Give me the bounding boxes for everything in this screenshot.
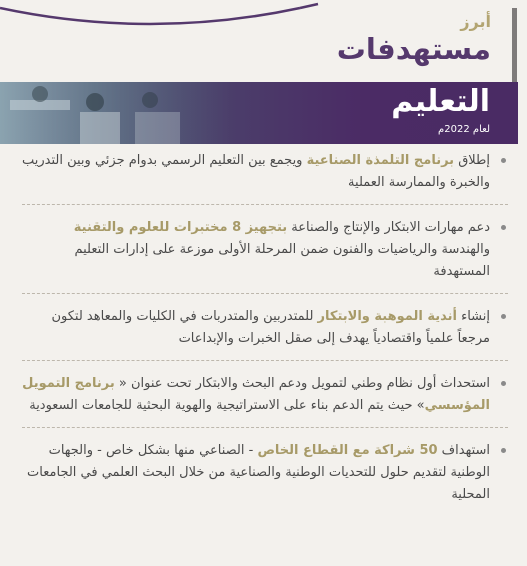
item-text: ويجمع بين التعليم الرسمي بدوام جزئي وبين التدريب والخبرة والممارسة العملية [22, 153, 490, 190]
objectives-list [22, 150, 508, 506]
item-text: دعم مهارات الابتكار والإنتاج والصناعة [287, 220, 490, 235]
bullet-icon [501, 225, 506, 230]
title-kicker: أبرز [460, 12, 491, 31]
item-highlight: برنامج التمويل المؤسسي [22, 376, 490, 413]
topic-banner [0, 82, 518, 144]
bullet-icon [501, 381, 506, 386]
classroom-photo [0, 82, 230, 144]
item-highlight: بتجهيز 8 مختبرات للعلوم والتقنية [73, 220, 288, 235]
page-title: مستهدفات [336, 32, 491, 66]
item-text: - الصناعي منها بشكل خاص - والجهات الوطنية لتقديم حلول للتحديات الوطنية والصناعية من خلال البحث العلمي في الجامعات المحلية [27, 443, 490, 502]
list-item [22, 440, 508, 506]
item-text: استهداف [437, 443, 490, 458]
list-item [22, 306, 508, 350]
bullet-icon [501, 448, 506, 453]
bullet-icon [501, 158, 506, 163]
item-highlight: أندية الموهبة والابتكار [317, 309, 457, 324]
item-highlight: 50 شراكة مع القطاع الخاص [257, 443, 438, 458]
banner-year: لعام 2022م [438, 124, 490, 135]
list-item [22, 217, 508, 283]
item-text: إطلاق [454, 153, 490, 168]
item-highlight: برنامج التلمذة الصناعية [306, 153, 455, 168]
item-text: إنشاء [456, 309, 490, 324]
item-text: استحداث أول نظام وطني لتمويل ودعم البحث والابتكار تحت عنوان « [114, 376, 490, 391]
divider [22, 427, 508, 428]
item-text: للمتدربين والمتدربات في الكليات والمعاهد لتكون مرجعاً علمياً واقتصادياً يهدف إلى صقل الخبرات والإبداعات [51, 309, 490, 346]
list-item [22, 150, 508, 194]
bullet-icon [501, 314, 506, 319]
item-text: » حيث يتم الدعم بناء على الاستراتيجية والهوية البحثية للجامعات السعودية [29, 398, 425, 413]
list-item [22, 373, 508, 417]
banner-title: التعليم [391, 84, 490, 119]
divider [22, 293, 508, 294]
divider [22, 360, 508, 361]
divider [22, 204, 508, 205]
item-text: والهندسة والرياضيات والفنون ضمن المرحلة الأولى موزعة على إدارات التعليم المستهدفة [74, 242, 490, 279]
